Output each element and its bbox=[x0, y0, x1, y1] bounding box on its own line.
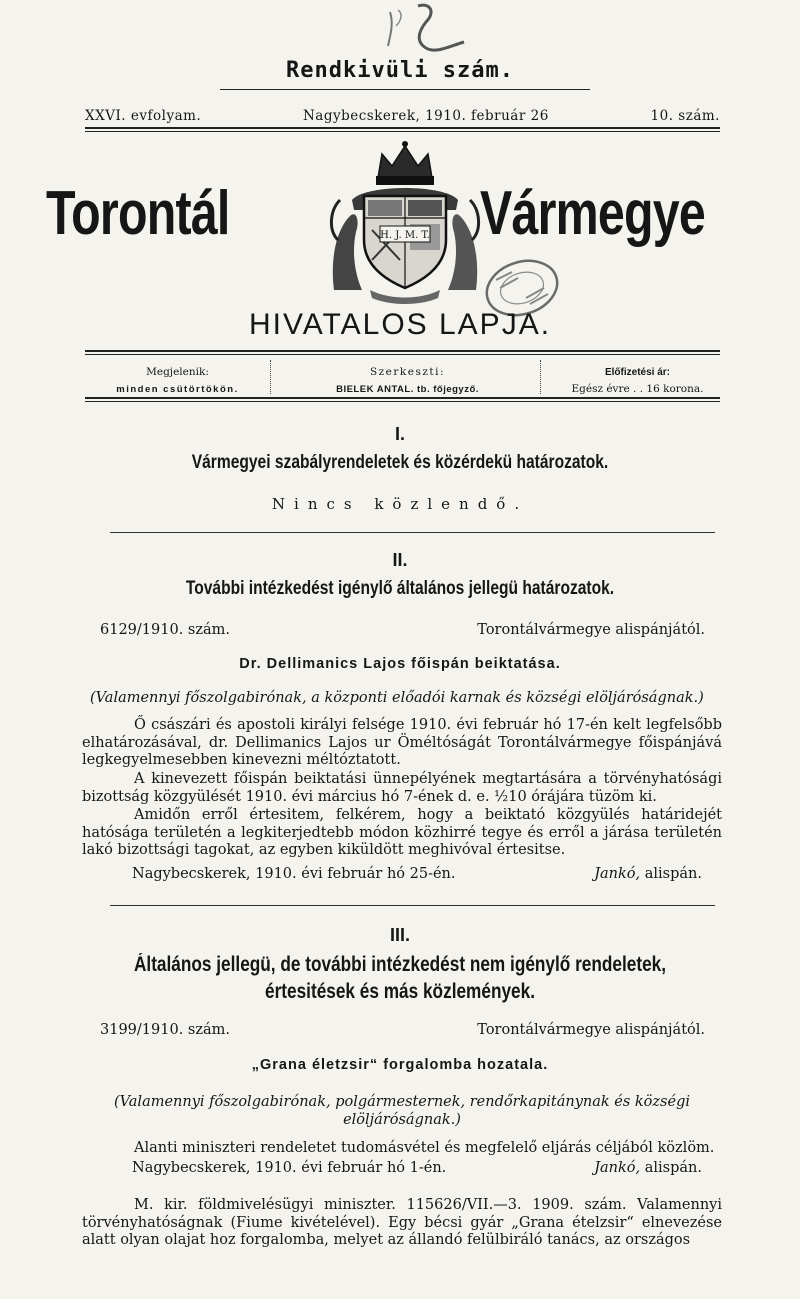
appears-value: minden csütörtökön. bbox=[116, 384, 239, 395]
paragraph: Alanti miniszteri rendeletet tudomásvétel és megfelelő eljárás céljából közlöm. bbox=[134, 1140, 715, 1156]
signer-name: Jankó, bbox=[594, 866, 641, 882]
crest-label: H. J. M. T. bbox=[380, 230, 430, 241]
divider bbox=[85, 397, 720, 399]
divider bbox=[270, 360, 271, 394]
place-date: Nagybecskerek, 1910. február 26 bbox=[302, 108, 549, 124]
signer-role: alispán. bbox=[644, 866, 702, 882]
reference-number: 6129/1910. szám. bbox=[100, 622, 230, 638]
editor-value: BIELEK ANTAL. tb. főjegyző. bbox=[336, 384, 479, 395]
section-3-title-line2: értesitések és más közlemények. bbox=[265, 980, 535, 1003]
paragraph: M. kir. földmivelésügyi miniszter. 115626/VII.—3. 1909. szám. Valamennyi törvényhatóságnak (Fiume kivételével). Egy bécsi gyár „Grana ételzsir“ elnevezése alatt olyan olajat hoz forgalomba, melyet az állandó felülbiráló tanács, az országos bbox=[82, 1197, 722, 1249]
divider bbox=[85, 127, 720, 129]
editor-label: Szerkeszti: bbox=[369, 366, 446, 378]
section-3-reference bbox=[100, 1022, 705, 1038]
reference-issuer: Torontálvármegye alispánjától. bbox=[477, 1022, 705, 1038]
section-3-title-line1: Általános jellegü, de további intézkedést nem igénylő rendeletek, bbox=[133, 953, 667, 976]
sign-place-date: Nagybecskerek, 1910. évi február hó 25-én. bbox=[132, 866, 456, 882]
article-title: „Grana életzsir“ forgalomba hozatala. bbox=[251, 1057, 549, 1073]
section-1-title: Vármegyei szabályrendeletek és közérdekü határozatok. bbox=[191, 452, 609, 473]
section-3-number: III. bbox=[389, 925, 410, 945]
addressees: (Valamennyi főszolgabirónak, polgármesternek, rendőrkapitánynak és községi elöljáróságnak.) bbox=[113, 1094, 690, 1128]
sign-place-date: Nagybecskerek, 1910. évi február hó 1-én. bbox=[132, 1160, 447, 1176]
signature bbox=[594, 866, 702, 882]
volume: XXVI. evfolyam. bbox=[85, 108, 202, 124]
divider bbox=[110, 905, 715, 906]
divider bbox=[110, 532, 715, 533]
section-2-number: II. bbox=[392, 550, 408, 570]
divider bbox=[85, 401, 720, 402]
divider bbox=[85, 131, 720, 132]
signature-line bbox=[132, 866, 702, 882]
signer-name: Jankó, bbox=[594, 1160, 641, 1176]
section-2-title: További intézkedést igénylő általános jellegü határozatok. bbox=[185, 578, 615, 599]
reference-number: 3199/1910. szám. bbox=[100, 1022, 230, 1038]
reference-issuer: Torontálvármegye alispánjától. bbox=[477, 622, 705, 638]
subscription-info bbox=[555, 364, 720, 398]
appears-label: Megjelenik: bbox=[146, 366, 209, 378]
masthead-title-right: Vármegye bbox=[480, 179, 705, 248]
paragraph: Amidőn erről értesitem, felkérem, hogy a beiktató közgyülés határidejét hatósága területén a legkiterjedtebb módon közhirré tegye és erről a járása területén lakó bizottsági tagokat, az egyben kiküldött meghivóval értesitse. bbox=[82, 807, 722, 859]
masthead-title-left: Torontál bbox=[46, 179, 230, 248]
paragraph: Ő császári és apostoli királyi felsége 1910. évi február hó 17-én kelt legfelsőbb elhatározásával, dr. Dellimanics Lajos ur Öméltóságát Torontálvármegye főispánjává legkegyelmesebben kinevezni méltóztatott. bbox=[82, 717, 722, 769]
paragraph: A kinevezett főispán beiktatási ünnepélyének megtartására a törvényhatósági bizottság közgyülését 1910. évi március hó 7-ének d. e. ½10 órájára tüzöm ki. bbox=[82, 771, 722, 805]
article-title: Dr. Dellimanics Lajos főispán beiktatása. bbox=[239, 656, 561, 672]
masthead-subtitle: HIVATALOS LAPJA. bbox=[248, 308, 552, 341]
section-1-number: I. bbox=[394, 424, 405, 444]
signature-line bbox=[132, 1160, 702, 1176]
divider bbox=[540, 360, 541, 394]
appears-info bbox=[95, 364, 260, 398]
handwritten-annotation bbox=[360, 2, 480, 64]
section-2-reference bbox=[100, 622, 705, 638]
issue-number: 10. szám. bbox=[650, 108, 720, 124]
signer-role: alispán. bbox=[644, 1160, 702, 1176]
section-1-note: Nincs közlendő. bbox=[271, 495, 529, 513]
divider bbox=[85, 354, 720, 355]
special-issue-label: Rendkivüli szám. bbox=[286, 58, 514, 83]
divider bbox=[220, 89, 590, 90]
signature bbox=[594, 1160, 702, 1176]
addressees: (Valamennyi főszolgabirónak, a központi előadói karnak és községi elöljáróságnak.) bbox=[90, 690, 704, 706]
subscription-value: Egész évre . . 16 korona. bbox=[571, 383, 704, 395]
editor-info bbox=[290, 364, 525, 398]
divider bbox=[85, 350, 720, 352]
subscription-label: Előfizetési ár: bbox=[604, 367, 671, 378]
coat-of-arms-icon bbox=[320, 140, 490, 305]
issue-line bbox=[85, 108, 720, 126]
